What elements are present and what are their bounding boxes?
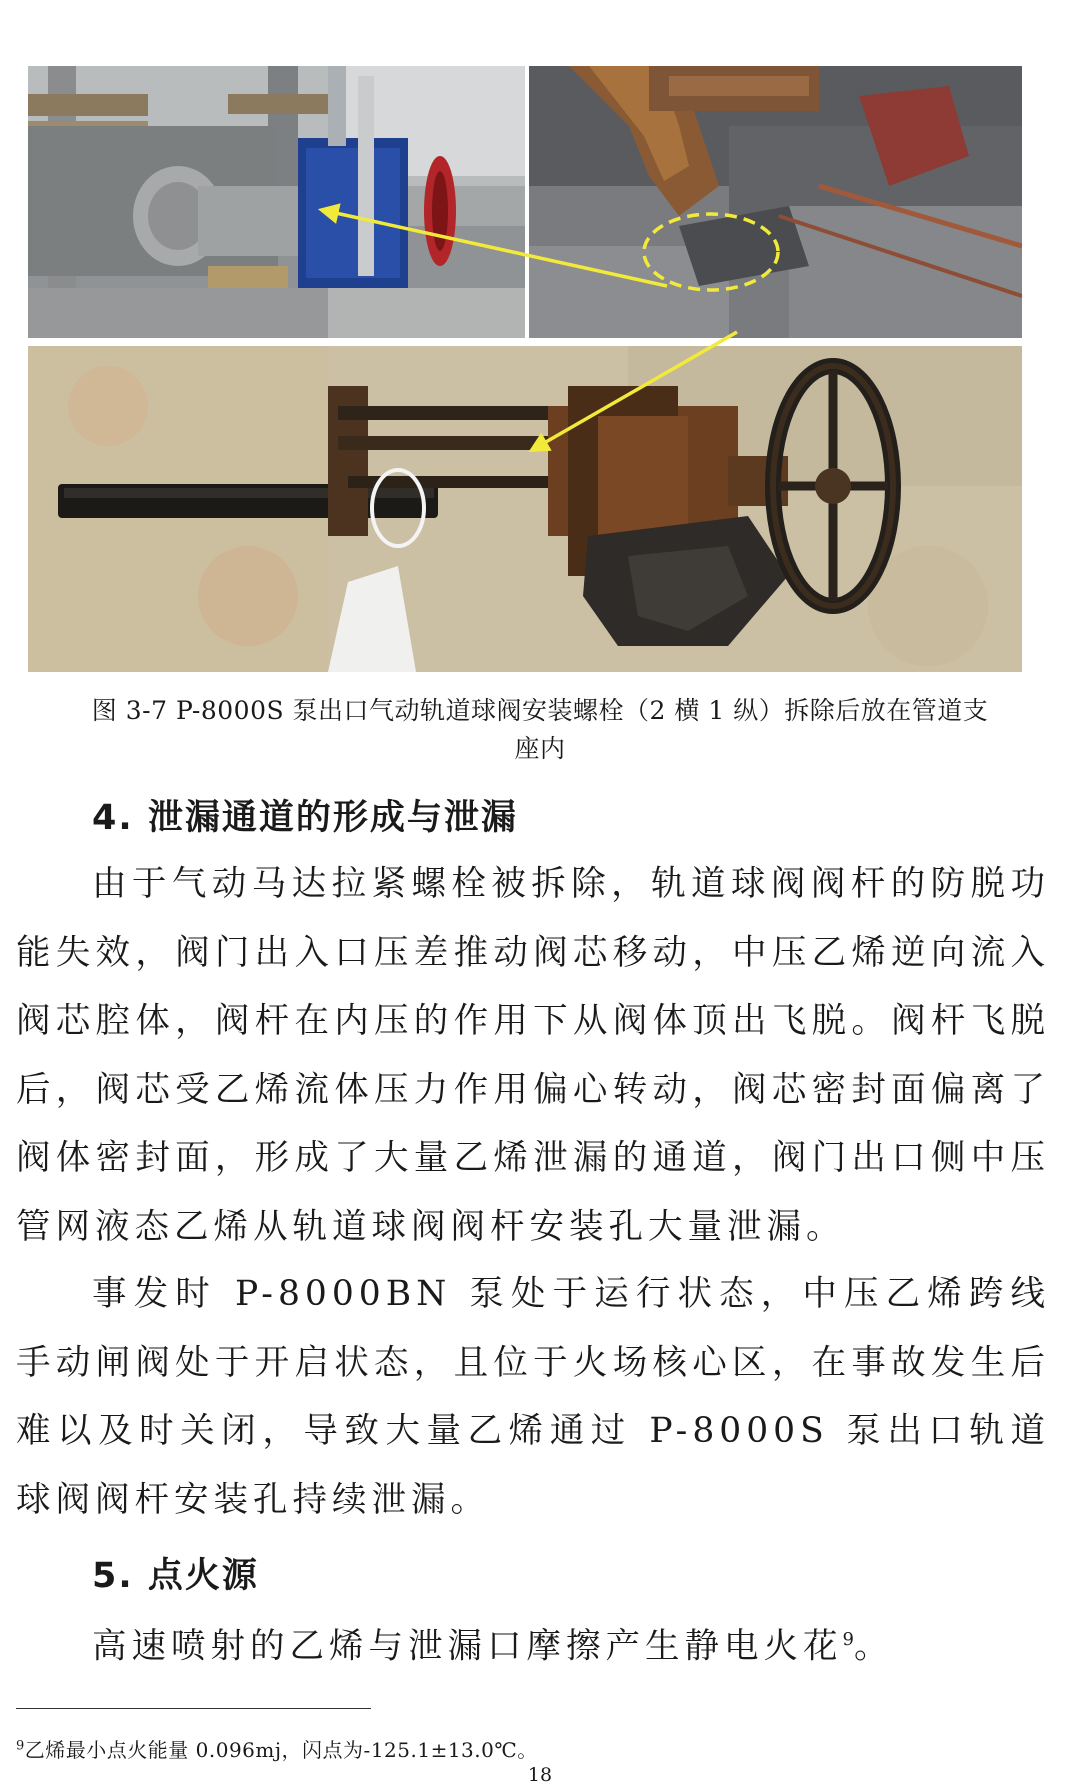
page-number: 18 bbox=[527, 1764, 553, 1786]
footnote bbox=[16, 1734, 538, 1763]
footnote-text: 乙烯最小点火能量 0.096mj，闪点为-125.1±13.0℃。 bbox=[24, 1738, 538, 1762]
section-5-paragraph-end: 。 bbox=[853, 1626, 894, 1667]
footnote-marker: 9 bbox=[16, 1738, 25, 1754]
section-4-heading: 4. 泄漏通道的形成与泄漏 bbox=[92, 798, 518, 838]
section-4-paragraph-1: 由于气动马达拉紧螺栓被拆除，轨道球阀阀杆的防脱功能失效，阀门出入口压差推动阀芯移动，中压乙烯逆向流入阀芯腔体，阀杆在内压的作用下从阀体顶出飞脱。阀杆飞脱后，阀芯受乙烯流体压力作用偏心转动，阀芯密封面偏离了阀体密封面，形成了大量乙烯泄漏的通道，阀门出口侧中压管网液态乙烯从轨道球阀阀杆安装孔大量泄漏。 bbox=[16, 864, 1050, 1247]
section-5-paragraph bbox=[16, 1606, 1050, 1681]
figure-caption bbox=[20, 692, 1060, 768]
footnote-divider bbox=[16, 1708, 371, 1709]
figure-caption-line1: 图 3-7 P-8000S 泵出口气动轨道球阀安装螺栓（2 横 1 纵）拆除后放在管道支 bbox=[91, 696, 989, 725]
photo-valve-actuator bbox=[28, 66, 525, 338]
section-5-paragraph-text: 高速喷射的乙烯与泄漏口摩擦产生静电火花 bbox=[92, 1626, 843, 1667]
footnote-reference[interactable]: 9 bbox=[842, 1629, 854, 1650]
photo-removed-valve bbox=[28, 346, 1022, 672]
section-5-heading: 5. 点火源 bbox=[92, 1556, 259, 1596]
photo-burnt-debris bbox=[529, 66, 1022, 338]
section-4-paragraph-2: 事发时 P-8000BN 泵处于运行状态，中压乙烯跨线手动闸阀处于开启状态，且位于火场核心区，在事故发生后难以及时关闭，导致大量乙烯通过 P-8000S 泵出口轨道球阀阀杆安装孔持续泄漏。 bbox=[16, 1274, 1050, 1520]
figure-caption-line2: 座内 bbox=[514, 734, 566, 763]
